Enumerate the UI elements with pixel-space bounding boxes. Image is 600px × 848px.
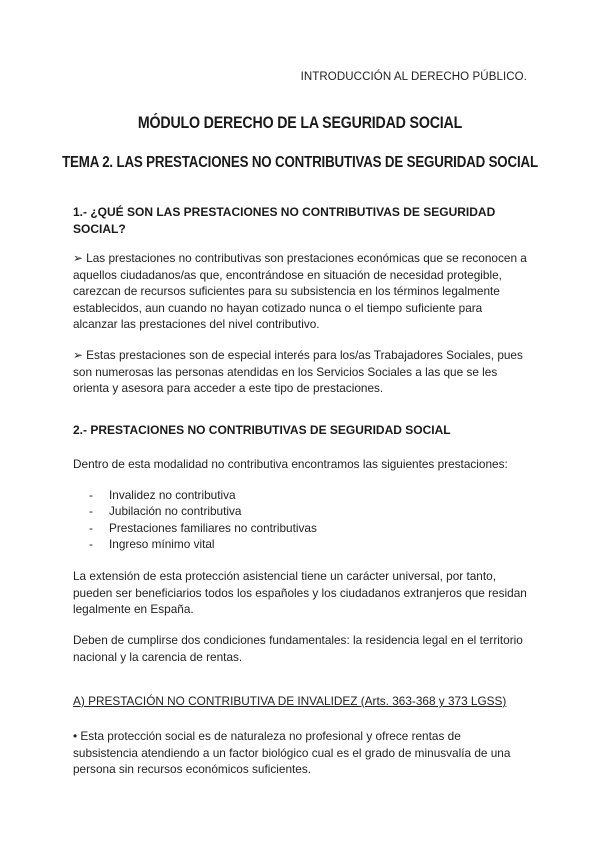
- dash-marker: -: [89, 537, 93, 552]
- list-item-text: Ingreso mínimo vital: [109, 537, 215, 552]
- benefits-list: [73, 487, 317, 553]
- section-2-heading: 2.- PRESTACIONES NO CONTRIBUTIVAS DE SEGURIDAD SOCIAL: [73, 423, 451, 437]
- list-item-text: Invalidez no contributiva: [109, 488, 236, 502]
- dash-marker: -: [89, 520, 93, 535]
- list-item: [73, 503, 317, 519]
- section-1-paragraph-2: ➢ Estas prestaciones son de especial interés para los/as Trabajadores Sociales, pues son numerosas las personas atendidas en los Servicios Sociales a las que se les orienta y asesora para acceder a este tipo de prestaciones.: [73, 348, 523, 396]
- topic-title: TEMA 2. LAS PRESTACIONES NO CONTRIBUTIVAS DE SEGURIDAD SOCIAL: [62, 154, 538, 171]
- list-item: [73, 487, 317, 503]
- list-item-text: Prestaciones familiares no contributivas: [109, 520, 317, 535]
- list-item: [73, 520, 317, 536]
- list-item: [73, 536, 317, 552]
- extension-paragraph: La extensión de esta protección asistencial tiene un carácter universal, por tanto, pueden ser beneficiarios todos los españoles y los ciudadanos extranjeros que residan legalmente en España.: [73, 569, 527, 617]
- subsection-a-paragraph: • Esta protección social es de naturaleza no profesional y ofrece rentas de subsistencia atendiendo a un factor biológico cual es el grado de minusvalía de una persona sin recursos económicos suficientes.: [73, 729, 511, 777]
- dash-marker: -: [89, 504, 93, 519]
- dash-marker: -: [89, 488, 93, 502]
- section-2-intro: Dentro de esta modalidad no contributiva encontramos las siguientes prestaciones:: [73, 457, 508, 471]
- conditions-paragraph: Deben de cumplirse dos condiciones fundamentales: la residencia legal en el territorio nacional y la carencia de rentas.: [73, 633, 523, 664]
- section-1-paragraph-1: ➢ Las prestaciones no contributivas son prestaciones económicas que se reconocen a aquellos ciudadanos/as que, encontrándose en situación de necesidad protegible, carezcan de recursos suficientes para su subsistencia en los términos legalmente establecidos, aun cuando no hayan cotizado nunca o el tiempo suficiente para alcanzar las prestaciones del nivel contributivo.: [73, 251, 527, 332]
- section-1-heading: 1.- ¿QUÉ SON LAS PRESTACIONES NO CONTRIBUTIVAS DE SEGURIDAD SOCIAL?: [73, 205, 496, 236]
- subsection-a-heading: A) PRESTACIÓN NO CONTRIBUTIVA DE INVALIDEZ (Arts. 363-368 y 373 LGSS): [73, 694, 507, 708]
- module-title: MÓDULO DERECHO DE LA SEGURIDAD SOCIAL: [137, 114, 463, 132]
- course-header: INTRODUCCIÓN AL DERECHO PÚBLICO.: [300, 71, 527, 83]
- list-item-text: Jubilación no contributiva: [109, 504, 242, 519]
